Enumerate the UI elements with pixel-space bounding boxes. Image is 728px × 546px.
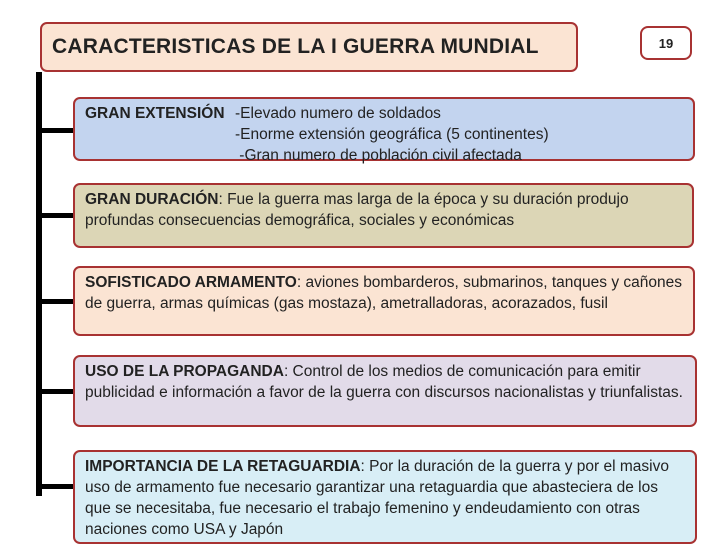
card-heading: GRAN EXTENSIÓN — [85, 105, 225, 122]
card-text: : Por la duración de la guerra y por el masivo uso de armamento fue necesario garantizar una retaguardia que abasteciera de los que se necesitaba, fue necesario el trabajo femenino y endeudamiento con otras naciones como USA y Japón — [85, 458, 669, 538]
card-heading: GRAN DURACIÓN — [85, 191, 219, 208]
card-heading: USO DE LA PROPAGANDA — [85, 363, 284, 380]
card-text: : Control de los medios de comunicación para emitir publicidad e información a favor de la guerra con discursos nacionalistas y triunfalistas. — [85, 363, 683, 401]
connector-trunk — [36, 72, 42, 496]
card-sofisticado-armamento — [73, 266, 695, 336]
connector-branch-1 — [36, 128, 76, 133]
page-number: 19 — [658, 35, 674, 51]
title-box — [40, 22, 578, 72]
card-gran-duracion — [73, 183, 694, 248]
connector-branch-2 — [36, 213, 76, 218]
page-number-badge — [640, 26, 692, 60]
card-heading: SOFISTICADO ARMAMENTO — [85, 274, 297, 291]
page-title: CARACTERISTICAS DE LA I GUERRA MUNDIAL — [52, 35, 539, 58]
card-heading: IMPORTANCIA DE LA RETAGUARDIA — [85, 458, 361, 475]
card-gran-extension — [73, 97, 695, 164]
connector-branch-4 — [36, 389, 76, 394]
extension-line-2: -Enorme extensión geográfica (5 continentes) — [235, 126, 549, 143]
connector-branch-3 — [36, 299, 76, 304]
card-importancia-retaguardia — [73, 450, 697, 544]
card-text: : aviones bombarderos, submarinos, tanques y cañones de guerra, armas químicas (gas mostaza), ametralladoras, acorazados, fusil — [85, 274, 682, 312]
extension-line-1: -Elevado numero de soldados — [235, 105, 441, 122]
connector-branch-5 — [36, 484, 76, 489]
extension-line-3: -Gran numero de población civil afectada — [235, 147, 522, 164]
card-uso-propaganda — [73, 355, 697, 427]
card-text: : Fue la guerra mas larga de la época y su duración produjo profundas consecuencias demográfica, sociales y económicas — [85, 191, 629, 229]
